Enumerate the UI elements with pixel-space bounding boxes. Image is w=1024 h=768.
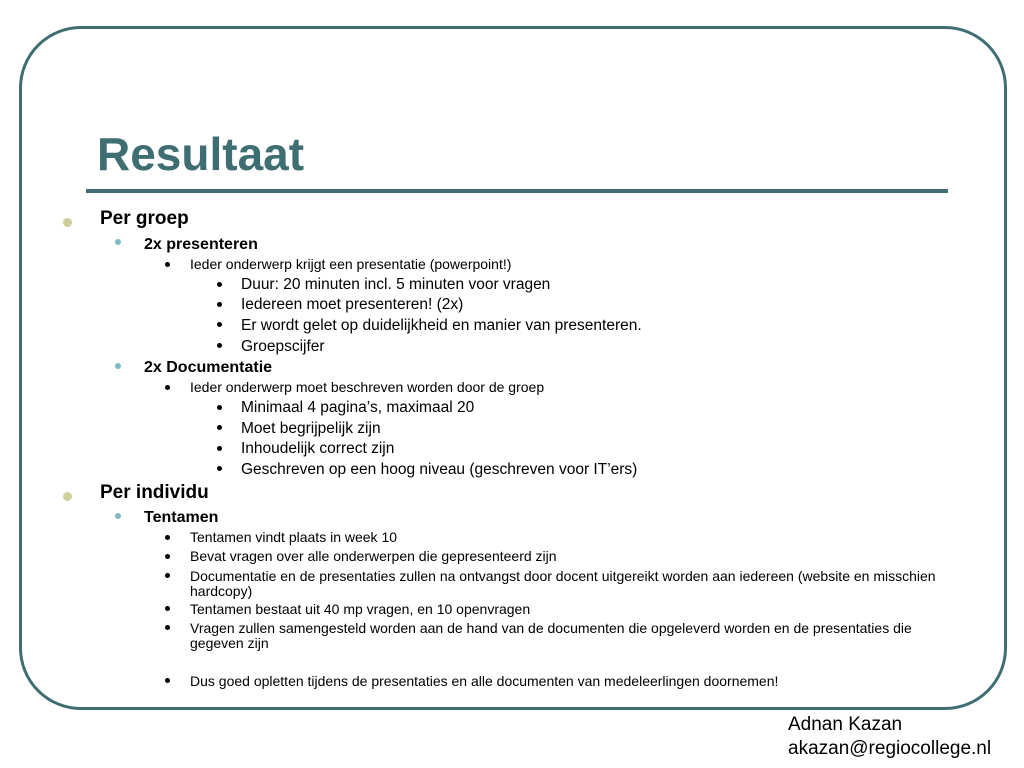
list-item: Bevat vragen over alle onderwerpen die gepresenteerd zijn: [190, 548, 557, 564]
level2-bullet-icon: [115, 363, 121, 369]
slide-title: Resultaat: [97, 128, 305, 180]
author-name: Adnan Kazan: [788, 714, 903, 735]
list-item: Inhoudelijk correct zijn: [241, 440, 395, 457]
group-heading-per-groep: Per groep: [100, 208, 189, 229]
title-underline: [86, 189, 948, 193]
section-heading-documentatie: 2x Documentatie: [144, 359, 273, 376]
list-item: Geschreven op een hoog niveau (geschreven voor IT’ers): [241, 461, 638, 478]
level3-bullet-icon: [165, 573, 170, 578]
list-item: Iedereen moet presenteren! (2x): [241, 296, 464, 313]
list-item: Ieder onderwerp moet beschreven worden door de groep: [190, 379, 545, 395]
list-item: Duur: 20 minuten incl. 5 minuten voor vragen: [241, 276, 551, 293]
level3-bullet-icon: [165, 535, 170, 540]
level3-bullet-icon: [165, 625, 170, 630]
list-item: Vragen zullen samengesteld worden aan de hand van de documenten die opgeleverd worden en de presentaties die gegeven zijn: [190, 620, 912, 651]
list-item: Moet begrijpelijk zijn: [241, 420, 381, 437]
level1-bullet-icon: [63, 218, 72, 227]
level3-bullet-icon: [165, 554, 170, 559]
level3-bullet-icon: [165, 262, 170, 267]
list-item: Documentatie en de presentaties zullen na ontvangst door docent uitgereikt worden aan iedereen (website en misschien hardcopy): [190, 568, 936, 599]
level3-bullet-icon: [165, 385, 170, 390]
list-item: Ieder onderwerp krijgt een presentatie (powerpoint!): [190, 256, 512, 272]
level4-bullet-icon: [217, 425, 222, 430]
level4-bullet-icon: [217, 282, 222, 287]
section-heading-presenteren: 2x presenteren: [144, 236, 258, 253]
list-item: Tentamen vindt plaats in week 10: [190, 529, 398, 545]
level4-bullet-icon: [217, 302, 222, 307]
level2-bullet-icon: [115, 239, 121, 245]
level4-bullet-icon: [217, 466, 222, 471]
list-item: Minimaal 4 pagina’s, maximaal 20: [241, 399, 475, 416]
author-footer: [788, 713, 991, 761]
level1-bullet-icon: [63, 492, 72, 501]
section-heading-tentamen: Tentamen: [144, 509, 219, 526]
level4-bullet-icon: [217, 405, 222, 410]
list-item: Groepscijfer: [241, 338, 325, 355]
list-item: Er wordt gelet op duidelijkheid en manier van presenteren.: [241, 317, 642, 334]
author-email: akazan@regiocollege.nl: [788, 738, 992, 759]
level3-bullet-icon: [165, 606, 170, 611]
level4-bullet-icon: [217, 446, 222, 451]
level4-bullet-icon: [217, 343, 222, 348]
list-item: Dus goed opletten tijdens de presentaties en alle documenten van medeleerlingen doornemen!: [190, 673, 779, 689]
level2-bullet-icon: [115, 513, 121, 519]
level4-bullet-icon: [217, 322, 222, 327]
list-item: Tentamen bestaat uit 40 mp vragen, en 10 openvragen: [190, 601, 531, 617]
group-heading-per-individu: Per individu: [100, 482, 209, 503]
level3-bullet-icon: [165, 678, 170, 683]
